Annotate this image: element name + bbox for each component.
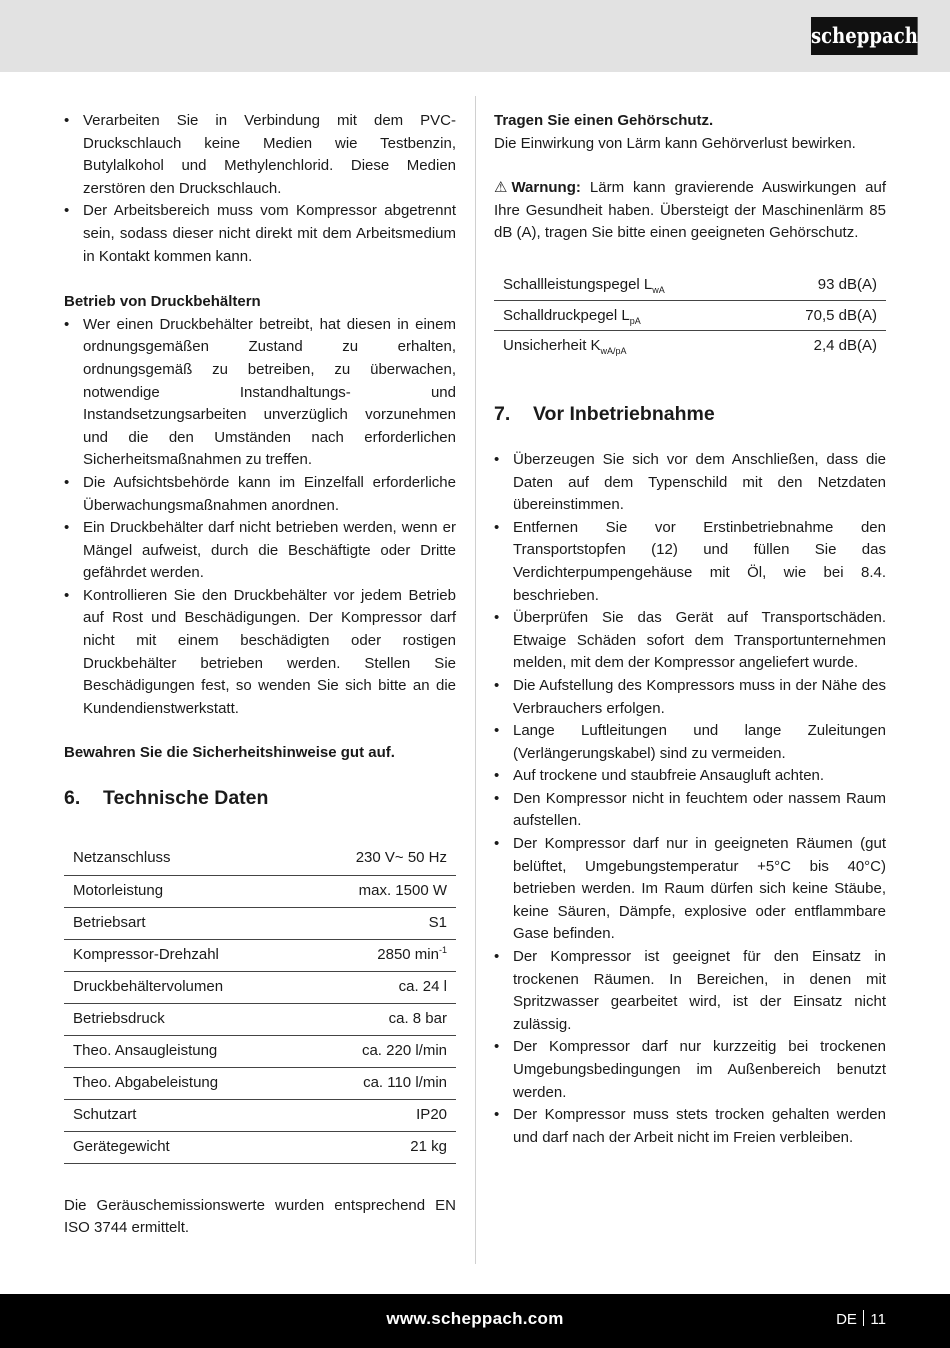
table-row bbox=[64, 971, 456, 1003]
spec-label: Netzanschluss bbox=[64, 843, 302, 875]
warning-label: Warnung: bbox=[511, 179, 581, 197]
list-item: • Der Kompressor ist geeignet für den Einsatz in trockenen Räumen. In Bereichen, in denen mit Spritzwasser gearbeitet wird, ist der Einsatz nicht zulässig. bbox=[494, 946, 886, 1036]
spec-label: Theo. Ansaugleistung bbox=[64, 1035, 302, 1067]
page-number: 11 bbox=[870, 1311, 886, 1328]
table-row bbox=[64, 875, 456, 907]
table-row bbox=[64, 1099, 456, 1131]
spec-value: ca. 220 l/min bbox=[302, 1035, 456, 1067]
table-row bbox=[494, 271, 886, 301]
noise-warning bbox=[494, 177, 886, 245]
spec-label: Druckbehältervolumen bbox=[64, 971, 302, 1003]
table-row bbox=[64, 1003, 456, 1035]
table-row bbox=[64, 939, 456, 971]
intro-bullet-list bbox=[64, 110, 456, 268]
noise-value: 2,4 dB(A) bbox=[813, 336, 877, 354]
section-number: 6. bbox=[64, 787, 81, 810]
spec-value: 21 kg bbox=[302, 1131, 456, 1163]
noise-label-subscript: wA/pA bbox=[600, 345, 627, 356]
spec-label: Theo. Abgabeleistung bbox=[64, 1067, 302, 1099]
page-separator bbox=[863, 1310, 865, 1326]
noise-label-text: Schallleistungspegel L bbox=[503, 276, 653, 294]
noise-value: 93 dB(A) bbox=[756, 271, 887, 301]
noise-label bbox=[494, 271, 756, 301]
list-item: • Den Kompressor nicht in feuchtem oder nassem Raum aufstellen. bbox=[494, 788, 886, 833]
spec-value: S1 bbox=[302, 907, 456, 939]
left-column bbox=[64, 110, 456, 1240]
spec-value-text: 2850 min bbox=[377, 945, 439, 963]
spec-value bbox=[302, 939, 456, 971]
keep-instructions-note: Bewahren Sie die Sicherheitshinweise gut auf. bbox=[64, 744, 395, 762]
technical-data-table bbox=[64, 843, 456, 1164]
list-item: • Auf trockene und staubfreie Ansaugluft achten. bbox=[494, 765, 886, 788]
list-item: • Die Aufstellung des Kompressors muss in der Nähe des Verbrauchers erfolgen. bbox=[494, 675, 886, 720]
spec-label: Gerätegewicht bbox=[64, 1131, 302, 1163]
noise-values-table bbox=[494, 271, 886, 361]
spec-value: ca. 110 l/min bbox=[302, 1067, 456, 1099]
noise-emission-note: Die Geräuschemissionswerte wurden entsprechend EN ISO 3744 ermittelt. bbox=[64, 1196, 456, 1237]
list-item: • Wer einen Druckbehälter betreibt, hat diesen in einem ordnungsgemäßen Zustand zu erhalten, ordnungsgemäß zu betreiben, zu überwachen, notwendige Instandhaltungs- und Instandsetzungsarbeiten unverzüglich vorzunehmen und die den Umständen nach erforderlichen Sicherheitsmaßnahmen zu treffen. bbox=[64, 314, 456, 472]
section-title-text: Vor Inbetriebnahme bbox=[533, 402, 715, 425]
list-item: • Kontrollieren Sie den Druckbehälter vor jedem Betrieb auf Rost und Beschädigungen. Der Kompressor darf nicht mit einem beschädigten oder rostigen Druckbehälter betrieben werden. Stellen Sie Beschädigungen fest, so wenden Sie sich bitte an die Kundendienstwerkstatt. bbox=[64, 585, 456, 721]
list-item: • Verarbeiten Sie in Verbindung mit dem PVC-Druckschlauch keine Medien wie Testbenzin, Butylalkohol und Methylenchlorid. Diese Medien zerstören den Druckschlauch. bbox=[64, 110, 456, 200]
list-item: • Überzeugen Sie sich vor dem Anschließen, dass die Daten auf dem Typenschild mit den Netzdaten übereinstimmen. bbox=[494, 449, 886, 517]
startup-bullet-list bbox=[494, 449, 886, 1149]
footer-bar bbox=[0, 1294, 950, 1348]
page-indicator bbox=[836, 1309, 886, 1332]
list-item: • Lange Luftleitungen und lange Zuleitungen (Verlängerungskabel) sind zu vermeiden. bbox=[494, 720, 886, 765]
spec-label: Motorleistung bbox=[64, 875, 302, 907]
noise-label bbox=[494, 331, 756, 361]
hearing-protection-heading: Tragen Sie einen Gehörschutz. bbox=[494, 112, 714, 129]
table-row bbox=[64, 843, 456, 875]
list-item: • Der Kompressor darf nur in geeigneten Räumen (gut belüftet, Umgebungstemperatur +5°C bis 40°C) betrieben werden. Im Raum dürfen sich keine Stäube, keine Säuren, Dämpfe, explosive oder entflammbare Gase befinden. bbox=[494, 833, 886, 946]
warning-text: Lärm kann gravierende Auswirkungen auf Ihre Gesundheit haben. Übersteigt der Maschinenlärm 85 dB (A), tragen Sie bitte einen geeigneten Gehörschutz. bbox=[494, 179, 886, 242]
language-code: DE bbox=[836, 1311, 857, 1328]
spec-value: ca. 8 bar bbox=[302, 1003, 456, 1035]
noise-label-text: Unsicherheit K bbox=[503, 336, 601, 354]
section-7-title bbox=[494, 401, 886, 427]
section-number: 7. bbox=[494, 402, 511, 425]
pressure-bullet-list bbox=[64, 314, 456, 721]
list-item: • Überprüfen Sie das Gerät auf Transportschäden. Etwaige Schäden sofort dem Transportunternehmen melden, mit dem der Kompressor angeliefert wurde. bbox=[494, 607, 886, 675]
spec-label: Betriebsdruck bbox=[64, 1003, 302, 1035]
spec-value: max. 1500 W bbox=[302, 875, 456, 907]
spec-value: IP20 bbox=[302, 1099, 456, 1131]
noise-label-subscript: wA bbox=[652, 285, 665, 296]
list-item: • Der Kompressor darf nur kurzzeitig bei trockenen Umgebungsbedingungen im Außenbereich benutzt werden. bbox=[494, 1036, 886, 1104]
hearing-protection-text: Die Einwirkung von Lärm kann Gehörverlust bewirken. bbox=[494, 134, 856, 152]
list-item: • Die Aufsichtsbehörde kann im Einzelfall erforderliche Überwachungsmaßnahmen anordnen. bbox=[64, 472, 456, 517]
section-6-title bbox=[64, 785, 456, 811]
spec-label: Kompressor-Drehzahl bbox=[64, 939, 302, 971]
section-title-text: Technische Daten bbox=[103, 787, 269, 810]
spec-label: Schutzart bbox=[64, 1099, 302, 1131]
spec-value: 230 V~ 50 Hz bbox=[302, 843, 456, 875]
list-item: • Der Arbeitsbereich muss vom Kompressor abgetrennt sein, sodass dieser nicht direkt mit dem Arbeitsmedium in Kontakt kommen kann. bbox=[64, 200, 456, 268]
website-link[interactable]: www.scheppach.com bbox=[386, 1309, 564, 1328]
noise-label-text: Schalldruckpegel L bbox=[503, 306, 630, 324]
table-row bbox=[64, 907, 456, 939]
table-row bbox=[494, 331, 886, 361]
table-row bbox=[494, 301, 886, 331]
noise-label-subscript: pA bbox=[629, 315, 641, 326]
header-bar bbox=[0, 0, 950, 72]
noise-label bbox=[494, 301, 756, 331]
column-divider bbox=[475, 96, 476, 1264]
spec-value-superscript: -1 bbox=[438, 944, 447, 955]
table-row bbox=[64, 1067, 456, 1099]
noise-value: 70,5 dB(A) bbox=[756, 301, 887, 331]
right-column bbox=[494, 110, 886, 1149]
list-item: • Entfernen Sie vor Erstinbetriebnahme den Transportstopfen (12) und füllen Sie das Verdichterpumpengehäuse mit Öl, wie bei 8.4. beschrieben. bbox=[494, 517, 886, 607]
list-item: • Der Kompressor muss stets trocken gehalten werden und darf nach der Arbeit nicht im Freien verbleiben. bbox=[494, 1104, 886, 1149]
spec-value: ca. 24 l bbox=[302, 971, 456, 1003]
spec-label: Betriebsart bbox=[64, 907, 302, 939]
pressure-vessel-heading: Betrieb von Druckbehältern bbox=[64, 293, 261, 311]
list-item: • Ein Druckbehälter darf nicht betrieben werden, wenn er Mängel aufweist, durch die Beschäftigte oder Dritte gefährdet werden. bbox=[64, 517, 456, 585]
scheppach-logo: scheppach bbox=[811, 17, 918, 55]
table-row bbox=[64, 1131, 456, 1163]
warning-triangle-icon: ⚠ bbox=[494, 179, 508, 197]
table-row bbox=[64, 1035, 456, 1067]
